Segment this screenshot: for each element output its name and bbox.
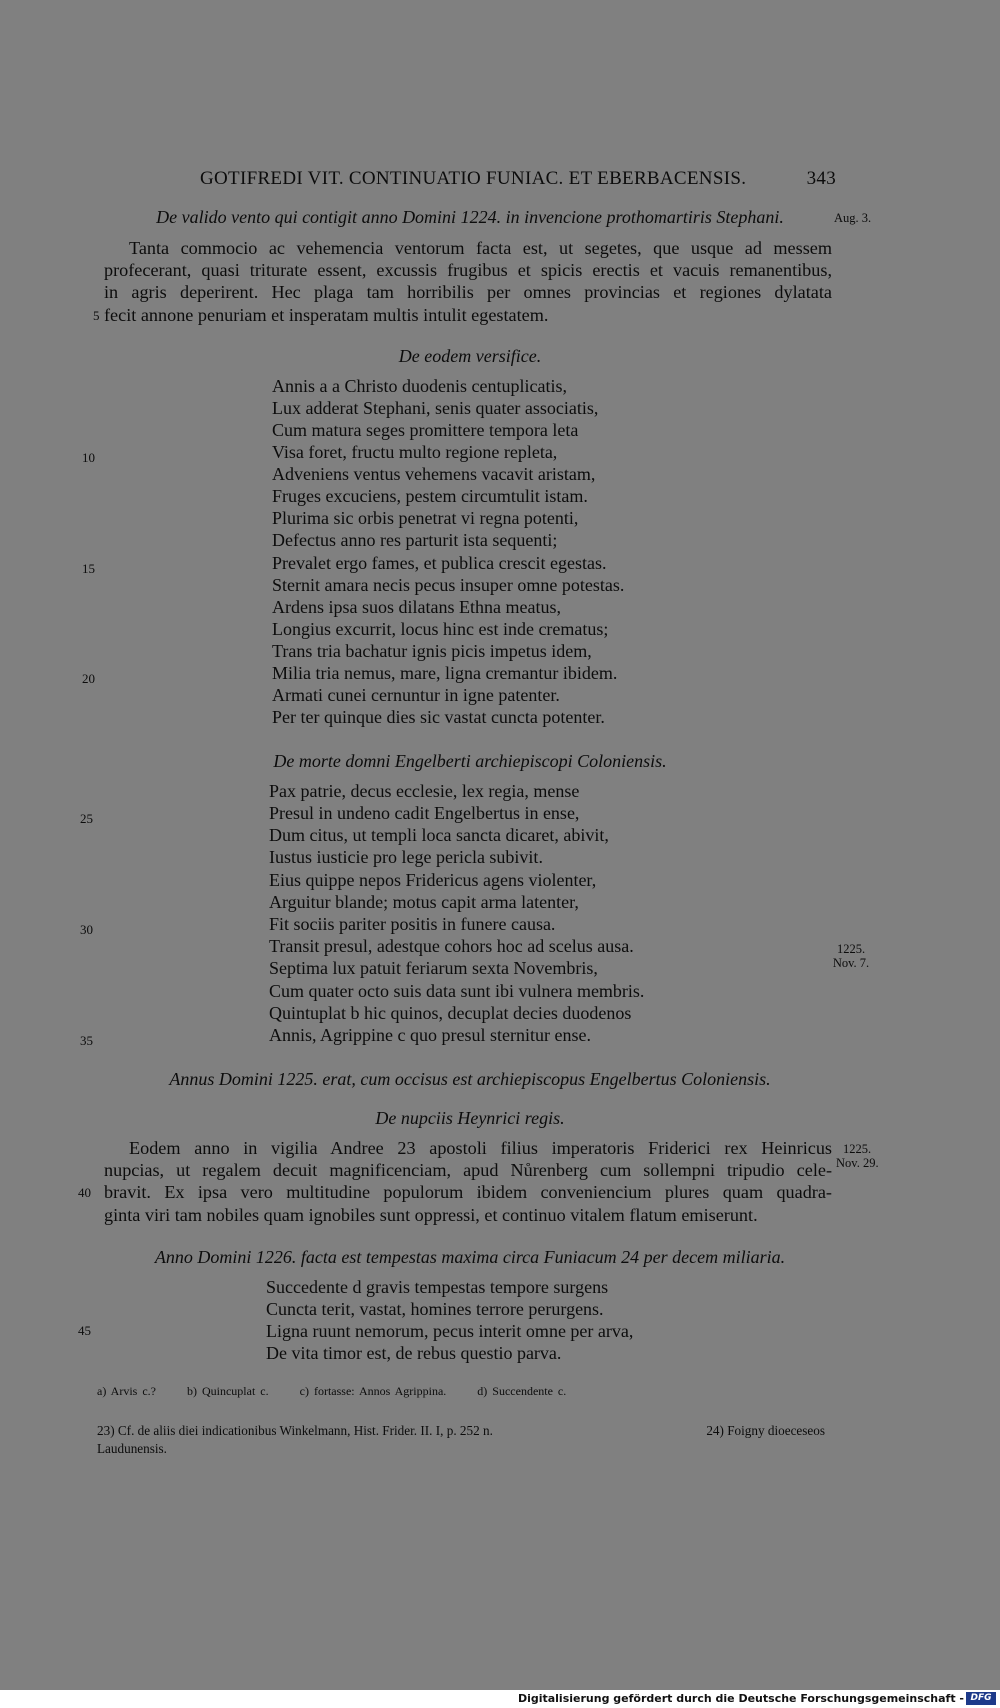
verse-line: Quintuplat b hic quinos, decuplat decies duodenos <box>269 1003 632 1023</box>
verse-line: Lux adderat Stephani, senis quater associatis, <box>272 398 599 418</box>
section-heading-verse: De eodem versifice. <box>398 346 542 366</box>
verse-line: Annis, Agrippine c quo presul sternitur ense. <box>269 1025 591 1045</box>
running-header <box>200 168 840 194</box>
footnote-a: a) Arvis c.? <box>97 1384 156 1398</box>
footnote-d: d) Succendente c. <box>477 1384 567 1398</box>
verse-line: Visa foret, fructu multo regione repleta, <box>272 442 558 462</box>
line-number: 20 <box>82 671 95 686</box>
verse-line: Milia tria nemus, mare, ligna cremantur ibidem. <box>272 663 618 683</box>
verse-line: Trans tria bachatur ignis picis impetus idem, <box>272 641 592 661</box>
prose-line: bravit. Ex ipsa vero multitudine populorum ibidem conveniencium plures quam quadra- <box>104 1182 832 1203</box>
margin-note-nov7 <box>832 942 870 970</box>
header-title: GOTIFREDI VIT. CONTINUATIO FUNIAC. ET EBERBACENSIS. <box>200 168 747 189</box>
verse-line: Sternit amara necis pecus insuper omne potestas. <box>272 575 625 595</box>
verse-line: Per ter quinque dies sic vastat cuncta potenter. <box>272 707 605 727</box>
section-heading-annus: Annus Domini 1225. erat, cum occisus est archiepiscopus Engelbertus Coloniensis. <box>169 1069 771 1089</box>
verse-line: Cum matura seges promittere tempora leta <box>272 420 579 440</box>
dfg-logo: DFG <box>966 1692 996 1705</box>
margin-year: 1225. <box>842 1142 872 1156</box>
reference-23: 23) Cf. de aliis diei indicationibus Winkelmann, Hist. Frider. II. I, p. 252 n. <box>97 1423 493 1438</box>
prose-line: Tanta commocio ac vehemencia ventorum facta est, ut segetes, que usque ad messem <box>129 238 832 258</box>
line-number: 45 <box>78 1323 91 1338</box>
verse-line: Pax patrie, decus ecclesie, lex regia, mense <box>269 781 580 801</box>
footer-text: Digitalisierung gefördert durch die Deutsche Forschungsgemeinschaft - <box>517 1692 964 1705</box>
verse-line: Cuncta terit, vastat, homines terrore perurgens. <box>266 1299 604 1319</box>
margin-date: Nov. 7. <box>832 956 870 970</box>
reference-24: 24) Foigny dioeceseos <box>706 1423 825 1438</box>
verse-line: Eius quippe nepos Fridericus agens violenter, <box>269 870 597 890</box>
line-number: 30 <box>80 922 93 937</box>
section-heading-wind: De valido vento qui contigit anno Domini 1224. in invencione prothomartiris Stephani. <box>156 207 784 227</box>
prose-line: Eodem anno in vigilia Andree 23 apostoli filius imperatoris Friderici rex Heinricus <box>129 1138 832 1158</box>
verse-line: Ligna ruunt nemorum, pecus interit omne per arva, <box>266 1321 634 1341</box>
verse-line: Cum quater octo suis data sunt ibi vulnera membris. <box>269 981 645 1001</box>
verse-line: De vita timor est, de rebus questio parva. <box>266 1343 562 1363</box>
prose-line: nupcias, ut regalem decuit magnificenciam, apud Nůrenberg cum sollempni tripudio cele- <box>104 1160 832 1181</box>
digitization-footer <box>0 1690 1000 1708</box>
prose-line: profecerant, quasi triturate essent, excussis frugibus et spicis erectis et vacuis remanentibus, <box>104 260 832 281</box>
verse-line: Septima lux patuit feriarum sexta Novembris, <box>269 958 598 978</box>
section-heading-engelbert: De morte domni Engelberti archiepiscopi Coloniensis. <box>273 751 667 771</box>
line-number: 5 <box>93 308 100 323</box>
verse-line: Prevalet ergo fames, et publica crescit egestas. <box>272 553 607 573</box>
line-number: 25 <box>80 811 93 826</box>
verse-line: Longius excurrit, locus hinc est inde crematus; <box>272 619 609 639</box>
verse-line: Presul in undeno cadit Engelbertus in ense, <box>269 803 580 823</box>
verse-line: Arguitur blande; motus capit arma latenter, <box>269 892 579 912</box>
section-heading-nupcii: De nupciis Heynrici regis. <box>375 1108 565 1128</box>
prose-line: fecit annone penuriam et insperatam multis intulit egestatem. <box>104 304 549 325</box>
line-number: 35 <box>80 1033 93 1048</box>
page-number: 343 <box>806 168 836 189</box>
section-heading-tempestas: Anno Domini 1226. facta est tempestas maxima circa Funiacum 24 per decem miliaria. <box>154 1247 786 1267</box>
margin-note-nov29 <box>836 1142 878 1170</box>
prose-nupcii <box>104 1137 832 1226</box>
verse-line: Fit sociis pariter positis in funere causa. <box>269 914 556 934</box>
footnote-c: c) fortasse: Annos Agrippina. <box>299 1384 447 1398</box>
verse-line: Armati cunei cernuntur in igne patenter. <box>272 685 560 705</box>
verse-line: Fruges excuciens, pestem circumtulit istam. <box>272 486 588 506</box>
verse-line: Dum citus, ut templi loca sancta dicaret, abivit, <box>269 825 609 845</box>
verse-line: Annis a a Christo duodenis centuplicatis, <box>272 376 567 396</box>
verse-line: Defectus anno res parturit ista sequenti; <box>272 530 558 550</box>
line-number: 40 <box>78 1185 91 1200</box>
reference-24-cont: Laudunensis. <box>97 1441 167 1456</box>
line-number: 10 <box>82 450 95 465</box>
verse-line: Ardens ipsa suos dilatans Ethna meatus, <box>272 597 561 617</box>
margin-year: 1225. <box>836 942 866 956</box>
prose-line: ginta viri tam nobiles quam ignobiles sunt oppressi, et continuo vitalem flatum emiserunt. <box>104 1204 758 1225</box>
margin-date-aug3: Aug. 3. <box>834 211 872 225</box>
verse-line: Succedente d gravis tempestas tempore surgens <box>266 1277 609 1297</box>
verse-line: Transit presul, adestque cohors hoc ad scelus ausa. <box>269 936 634 956</box>
verse-line: Plurima sic orbis penetrat vi regna potenti, <box>272 508 579 528</box>
footnote-b: b) Quincuplat c. <box>186 1384 269 1398</box>
prose-wind <box>104 237 832 326</box>
margin-date: Nov. 29. <box>836 1156 879 1170</box>
verse-line: Adveniens ventus vehemens vacavit aristam, <box>272 464 596 484</box>
line-number: 15 <box>82 561 95 576</box>
prose-line: in agris deperirent. Hec plaga tam horribilis per omnes provincias et regiones dylatata <box>104 282 832 303</box>
critical-apparatus <box>97 1384 592 1399</box>
verse-line: Iustus iusticie pro lege pericla subivit. <box>269 847 543 867</box>
